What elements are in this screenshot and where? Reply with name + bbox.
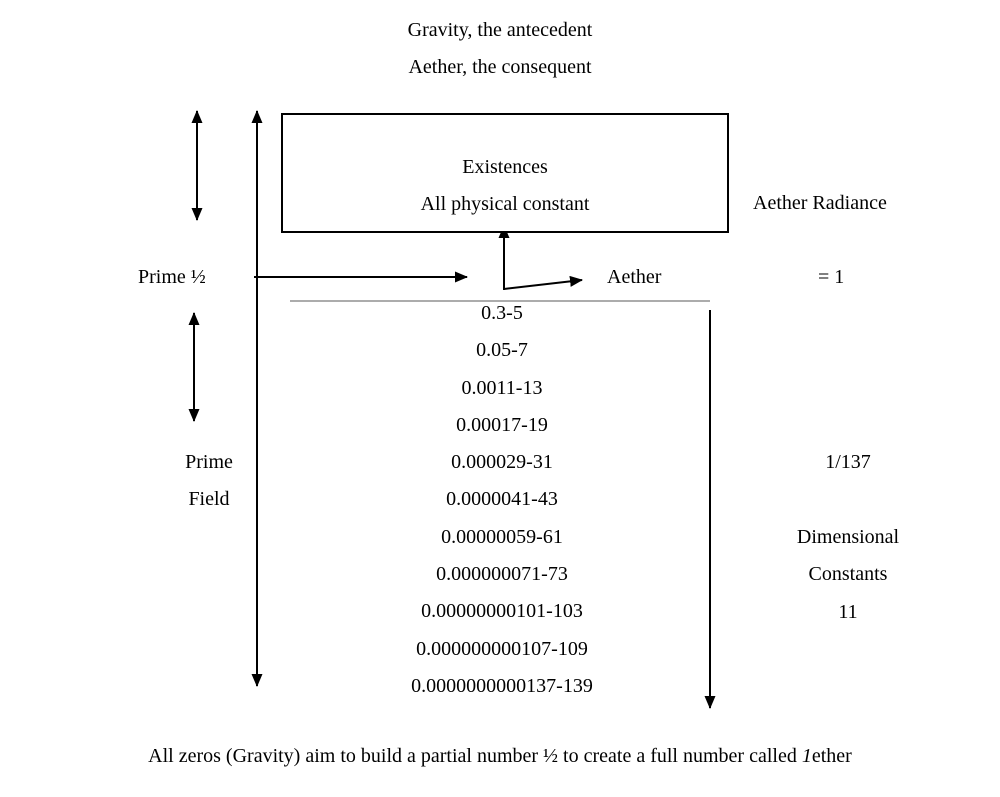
footer-caption — [0, 745, 1000, 768]
prime-pair-value: 0.00017-19 — [456, 413, 548, 436]
existences-box — [281, 113, 729, 233]
prime-pair-value: 0.0011-13 — [461, 376, 543, 399]
prime-half-label: Prime ½ — [138, 266, 206, 288]
prime-field-label-line2: Field — [188, 488, 230, 511]
prime-pair-value: 0.05-7 — [476, 339, 528, 362]
fine-structure-text: 1/137 — [825, 451, 871, 473]
prime-pair-value: 0.0000041-43 — [446, 488, 558, 511]
prime-pair-value: 0.000000000107-109 — [416, 637, 588, 660]
prime-pair-value: 0.000029-31 — [451, 451, 553, 474]
footer-caption-prefix: All zeros (Gravity) aim to build a partial number ½ to create a full number called — [148, 745, 802, 767]
dimensional-label: Dimensional — [796, 526, 900, 548]
prime-pair-value: 0.000000071-73 — [436, 563, 568, 586]
prime-pair-value: 0.3-5 — [481, 302, 523, 324]
existences-box-title: Existences — [462, 156, 548, 178]
prime-field-labels — [159, 444, 259, 519]
aether-radiance-label: Aether Radiance — [753, 192, 887, 214]
header-line-1: Gravity, the antecedent — [407, 19, 593, 41]
prime-field-label-line1: Prime — [185, 451, 233, 473]
prime-pair-column — [302, 295, 702, 705]
constants-label: Constants — [808, 563, 888, 586]
dimensional-constants-group — [786, 519, 910, 631]
fine-structure-value — [786, 444, 910, 481]
header-line-2: Aether, the consequent — [408, 56, 592, 78]
equals-one-value: = 1 — [818, 266, 845, 288]
aether-label: Aether — [607, 266, 662, 288]
footer-caption-suffix: ether — [811, 745, 852, 767]
footer-caption-italic-numeral: 1 — [801, 745, 812, 767]
prime-pair-value: 0.00000059-61 — [441, 525, 563, 548]
aether-diagonal-arrow — [504, 280, 582, 289]
prime-pair-value: 0.0000000000137-139 — [411, 674, 593, 697]
existences-box-subtitle: All physical constant — [420, 193, 590, 215]
dimensional-count: 11 — [838, 600, 858, 623]
prime-pair-value: 0.00000000101-103 — [421, 600, 583, 623]
